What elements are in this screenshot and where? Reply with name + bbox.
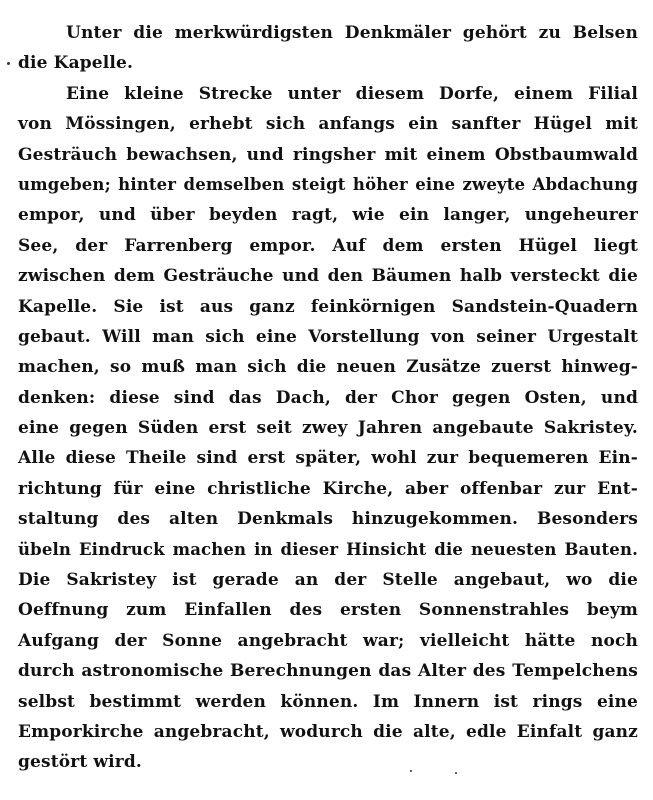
text-line: richtung für eine christliche Kirche, aber offenbar zur Ent- [18, 478, 638, 499]
text-line: See, der Farrenberg empor. Auf dem ersten Hügel liegt [18, 235, 638, 256]
print-speck [7, 62, 10, 65]
text-line: Emporkirche angebracht, wodurch die alte, edle Einfalt ganz [18, 721, 638, 742]
text-line: Oeffnung zum Einfallen des ersten Sonnenstrahles beym [18, 600, 638, 621]
text-line: Die Sakristey ist gerade an der Stelle angebaut, wo die [18, 570, 638, 591]
text-line: Aufgang der Sonne angebracht war; vielleicht hätte noch [18, 630, 638, 651]
text-line: durch astronomische Berechnungen das Alter des Tempelchens [18, 661, 638, 682]
text-line: übeln Eindruck machen in dieser Hinsicht die neuesten Bauten. [18, 539, 638, 559]
print-speck [410, 770, 412, 772]
text-line: Unter die merkwürdigsten Denkmäler gehört zu Belsen [66, 23, 638, 43]
text-line: gestört wird. [18, 752, 142, 773]
text-line: Eine kleine Strecke unter diesem Dorfe, einem Filial [66, 83, 638, 104]
text-line: umgeben; hinter demselben steigt höher eine zweyte Abdachung [18, 174, 638, 194]
text-line: Alle diese Theile sind erst später, wohl zur bequemeren Ein- [18, 448, 638, 469]
body-text [18, 18, 638, 778]
text-line: zwischen dem Gesträuche und den Bäumen halb versteckt die [18, 266, 638, 287]
text-line: Kapelle. Sie ist aus ganz feinkörnigen Sandstein-Quadern [18, 296, 638, 317]
text-line: empor, und über beyden ragt, wie ein langer, ungeheurer [18, 205, 638, 226]
text-line: Gesträuch bewachsen, und ringsher mit einem Obstbaumwald [18, 144, 638, 165]
text-line: machen, so muß man sich die neuen Zusätze zuerst hinweg- [18, 357, 638, 378]
text-line: gebaut. Will man sich eine Vorstellung von seiner Urgestalt [18, 326, 638, 347]
text-line: die Kapelle. [18, 53, 134, 74]
text-line: selbst bestimmt werden können. Im Innern ist rings eine [18, 691, 638, 712]
text-line: eine gegen Süden erst seit zwey Jahren angebaute Sakristey. [18, 418, 638, 439]
text-line: denken: diese sind das Dach, der Chor gegen Osten, und [18, 387, 638, 408]
text-line: staltung des alten Denkmals hinzugekommen. Besonders [18, 509, 638, 530]
text-line: von Mössingen, erhebt sich anfangs ein sanfter Hügel mit [18, 114, 638, 135]
print-speck [455, 772, 457, 774]
